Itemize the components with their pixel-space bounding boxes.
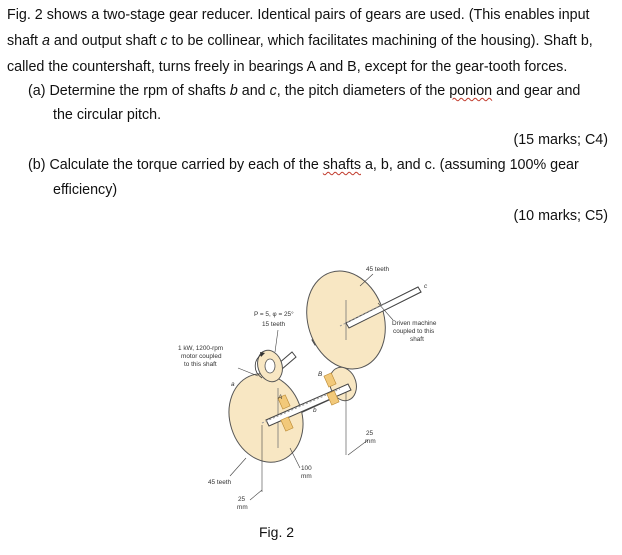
misspelled-word: ponion: [449, 83, 493, 99]
label-pinion-teeth: 15 teeth: [262, 321, 286, 328]
label-shaft-b: b: [313, 407, 317, 414]
shaft-c-label: c: [269, 83, 277, 99]
leader-pinion: [275, 330, 278, 352]
label-driven-2: coupled to this: [393, 328, 435, 335]
flagged-word: shafts: [322, 157, 361, 173]
problem-line-1: Fig. 2 shows a two-stage gear reducer. Identical pairs of gears are used. (This enables input: [7, 7, 590, 23]
text: (b) Calculate the torque carried by each of the: [28, 157, 323, 173]
text: (a) Determine the rpm of shafts: [28, 83, 230, 99]
problem-line-3: called the countershaft, turns freely in bearings A and B, except for the gear-tooth forces.: [7, 59, 568, 75]
marks-a: (15 marks; C4): [513, 132, 608, 148]
label-motor-1: 1 kW, 1200-rpm: [178, 345, 224, 352]
text: and gear and: [492, 83, 581, 99]
label-bearing-b: B: [318, 371, 323, 378]
label-bearing-a: A: [278, 394, 283, 401]
shaft-b-label: b: [229, 83, 238, 99]
label-driven-3: shaft: [410, 336, 424, 343]
label-dim-100-mm: mm: [301, 473, 312, 480]
part-a-line-2: the circular pitch.: [53, 107, 162, 123]
label-teeth-top: 45 teeth: [366, 266, 390, 273]
label-driven-1: Driven machine: [392, 320, 437, 327]
leader-teeth-bottom: [230, 458, 246, 476]
label-dim-mm-bottom: mm: [237, 504, 248, 511]
text: , the pitch diameters of the: [276, 83, 450, 99]
marks-b: (10 marks; C5): [513, 208, 608, 224]
text: shaft: [7, 33, 42, 49]
shaft-c-label: c: [160, 33, 168, 49]
text: and: [237, 83, 270, 99]
text: a, b, and c. (assuming 100% gear: [361, 157, 579, 173]
figure-caption: Fig. 2: [259, 524, 295, 540]
label-teeth-bottom: 45 teeth: [208, 479, 232, 486]
label-dim-100: 100: [301, 465, 312, 472]
text: and output shaft: [49, 33, 161, 49]
label-motor-3: to this shaft: [184, 361, 217, 368]
label-shaft-a: a: [231, 381, 235, 388]
label-pinion-spec: P = 5, φ = 25°: [254, 311, 294, 318]
label-dim-25-bottom: 25: [238, 496, 246, 503]
leader-motor: [238, 368, 258, 376]
label-motor-2: motor coupled: [181, 353, 222, 360]
shaft-a-label: a: [41, 33, 50, 49]
label-shaft-c: c: [424, 283, 428, 290]
dim-25-bottom-line: [250, 490, 262, 500]
part-b-line-2: efficiency): [53, 182, 118, 198]
pinion-input-hub: [265, 359, 275, 373]
dim-100-line: [290, 448, 300, 468]
text: to be collinear, which facilitates machining of the housing). Shaft b,: [167, 33, 593, 49]
label-dim-mm-right: mm: [365, 438, 376, 445]
label-dim-25-right: 25: [366, 430, 374, 437]
